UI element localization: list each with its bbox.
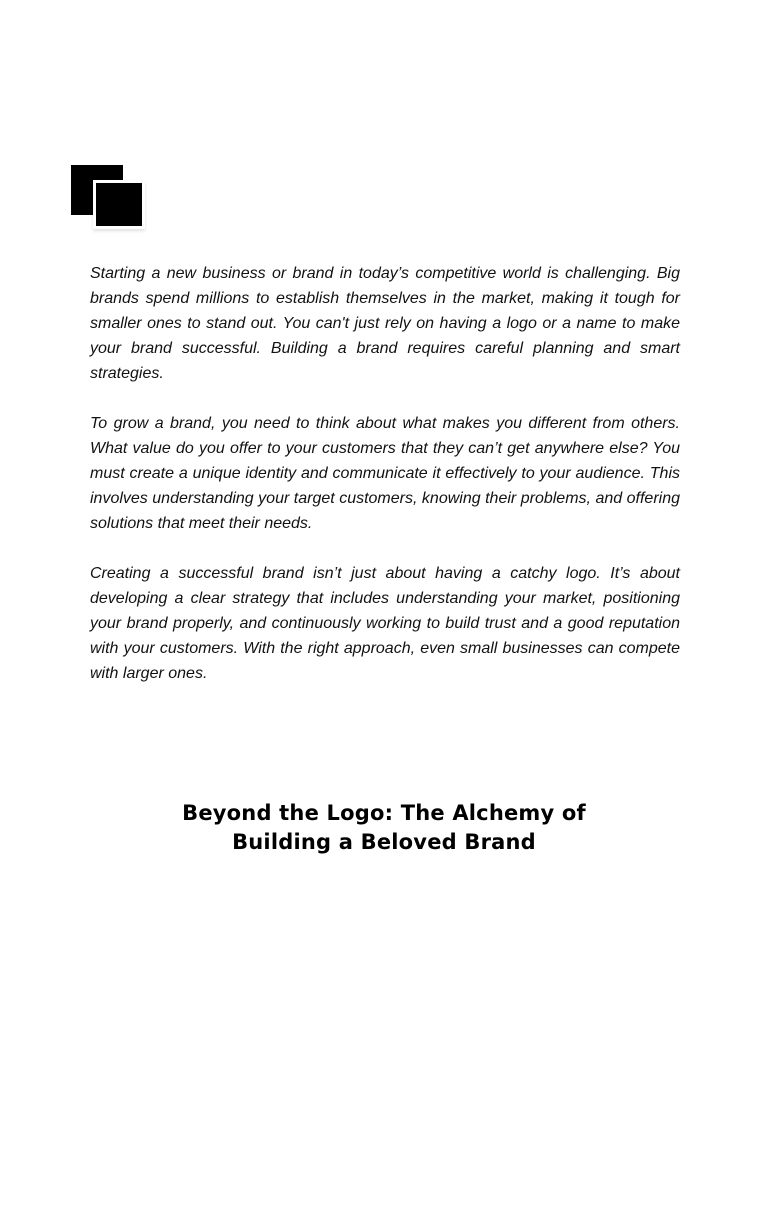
article-paragraph-1: Starting a new business or brand in today’s competitive world is challenging. Big brands spend millions to establish themselves in the market, making it tough for smaller ones to stand out. You can't just rely on having a logo or a name to make your brand successful. Building a brand requires careful planning and smart strategies. [90, 265, 680, 382]
chapter-title-line-2: Building a Beloved Brand [232, 830, 536, 854]
article-body [90, 261, 680, 686]
brand-logo [71, 165, 146, 229]
article-paragraph-2: To grow a brand, you need to think about what makes you different from others. What value do you offer to your customers that they can’t get anywhere else? You must create a unique identity and communicate it effectively to your audience. This involves understanding your target customers, knowing their problems, and offering solutions that meet their needs. [90, 415, 680, 532]
logo-front-square-icon [93, 180, 145, 229]
chapter-title-line-1: Beyond the Logo: The Alchemy of [182, 801, 586, 825]
article-paragraph-3: Creating a successful brand isn’t just about having a catchy logo. It’s about developing a clear strategy that includes understanding your market, positioning your brand properly, and continuously working to build trust and a good reputation with your customers. With the right approach, even small businesses can compete with larger ones. [90, 565, 680, 682]
chapter-title [0, 799, 768, 857]
